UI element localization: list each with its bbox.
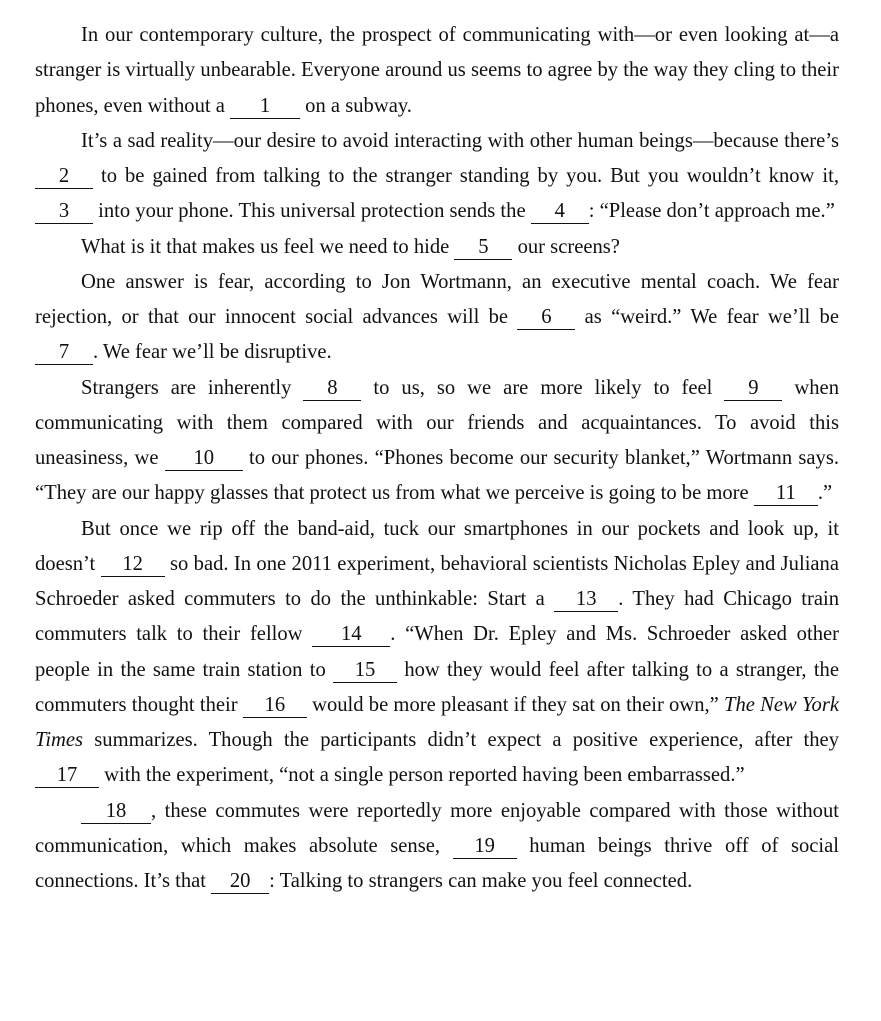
paragraph-text: : Talking to strangers can make you feel connected. (269, 870, 693, 892)
paragraph-2 (35, 124, 839, 230)
blank-12: 12 (101, 552, 165, 577)
paragraph-text: What is it that makes us feel we need to hide (81, 235, 455, 258)
paragraph-text: : “Please don’t approach me.” (588, 200, 835, 223)
paragraph-text: human beings thrive off of social connections. It’s that (35, 834, 839, 892)
blank-6: 6 (517, 305, 575, 330)
blank-2: 2 (35, 164, 93, 189)
paragraph-text: to be gained from talking to the stranger standing by you. But you wouldn’t know it, (93, 165, 839, 187)
blank-15: 15 (333, 658, 397, 683)
paragraph-text: One answer is fear, according to Jon Wortmann, an executive mental coach. We fear rejection, or that our innocent social advances will be (35, 270, 839, 328)
paragraph-text: , these commutes were reportedly more enjoyable compared with those without communication, which makes absolute sense, (35, 799, 839, 857)
blank-10: 10 (165, 446, 243, 471)
blank-1: 1 (230, 94, 300, 119)
paragraph-text: our screens? (512, 235, 620, 258)
paragraph-text: would be more pleasant if they sat on their own,” (306, 693, 725, 716)
paragraph-text: .” (817, 482, 833, 505)
paragraph-text: Strangers are inherently (81, 376, 304, 399)
blank-7: 7 (35, 340, 93, 365)
blank-18: 18 (81, 799, 151, 824)
blank-13: 13 (554, 587, 618, 612)
paragraph-4 (35, 265, 839, 371)
paragraph-text: how they would feel after talking to a stranger, the commuters thought their (35, 658, 839, 716)
blank-5: 5 (454, 235, 512, 260)
blank-20: 20 (211, 869, 269, 894)
paragraph-text: It’s a sad reality—our desire to avoid interacting with other human beings—because there’s (81, 129, 839, 152)
blank-3: 3 (35, 199, 93, 224)
paragraph-text: In our contemporary culture, the prospect of communicating with—or even looking at—a stranger is virtually unbearable. Everyone around us seems to agree by the way they cling to their phones, even without a (35, 24, 839, 117)
blank-9: 9 (724, 376, 782, 401)
paragraph-text: so bad. In one 2011 experiment, behavioral scientists Nicholas Epley and Juliana Schroeder asked commuters to do the unthinkable: Start a (35, 552, 839, 610)
paragraph-text: . We fear we’ll be disruptive. (93, 341, 332, 364)
paragraph-7 (35, 794, 839, 900)
paragraph-text: with the experiment, “not a single person reported having been embarrassed.” (99, 764, 745, 787)
paragraph-text: But once we rip off the band-aid, tuck our smartphones in our pockets and look up, it doesn’t (35, 517, 839, 575)
paragraph-text: to us, so we are more likely to feel (361, 376, 725, 399)
blank-17: 17 (35, 763, 99, 788)
paragraph-text: into your phone. This universal protection sends the (93, 200, 531, 223)
paragraph-text: to our phones. “Phones become our security blanket,” Wortmann says. “They are our happy glasses that protect us from what we perceive is going to be more (35, 447, 839, 505)
blank-8: 8 (303, 376, 361, 401)
paragraph-1 (35, 18, 839, 124)
paragraph-text: . “When Dr. Epley and Ms. Schroeder asked other people in the same train station to (35, 623, 839, 681)
paragraph-5 (35, 371, 839, 512)
blank-16: 16 (243, 693, 307, 718)
paragraph-text: on a subway. (300, 94, 412, 117)
paragraph-text: as “weird.” We fear we’ll be (575, 306, 839, 328)
blank-19: 19 (453, 834, 517, 859)
blank-14: 14 (312, 622, 390, 647)
paragraph-6 (35, 512, 839, 794)
blank-4: 4 (531, 199, 589, 224)
paragraph-text: summarizes. Though the participants didn’t expect a positive experience, after they (83, 729, 839, 751)
paragraph-text: when communicating with them compared with our friends and acquaintances. To avoid this uneasiness, we (35, 376, 839, 469)
blank-11: 11 (754, 481, 818, 506)
paragraph-text: . They had Chicago train commuters talk to their fellow (35, 588, 839, 646)
publication-name: The New York Times (35, 693, 839, 751)
paragraph-3 (35, 230, 839, 265)
